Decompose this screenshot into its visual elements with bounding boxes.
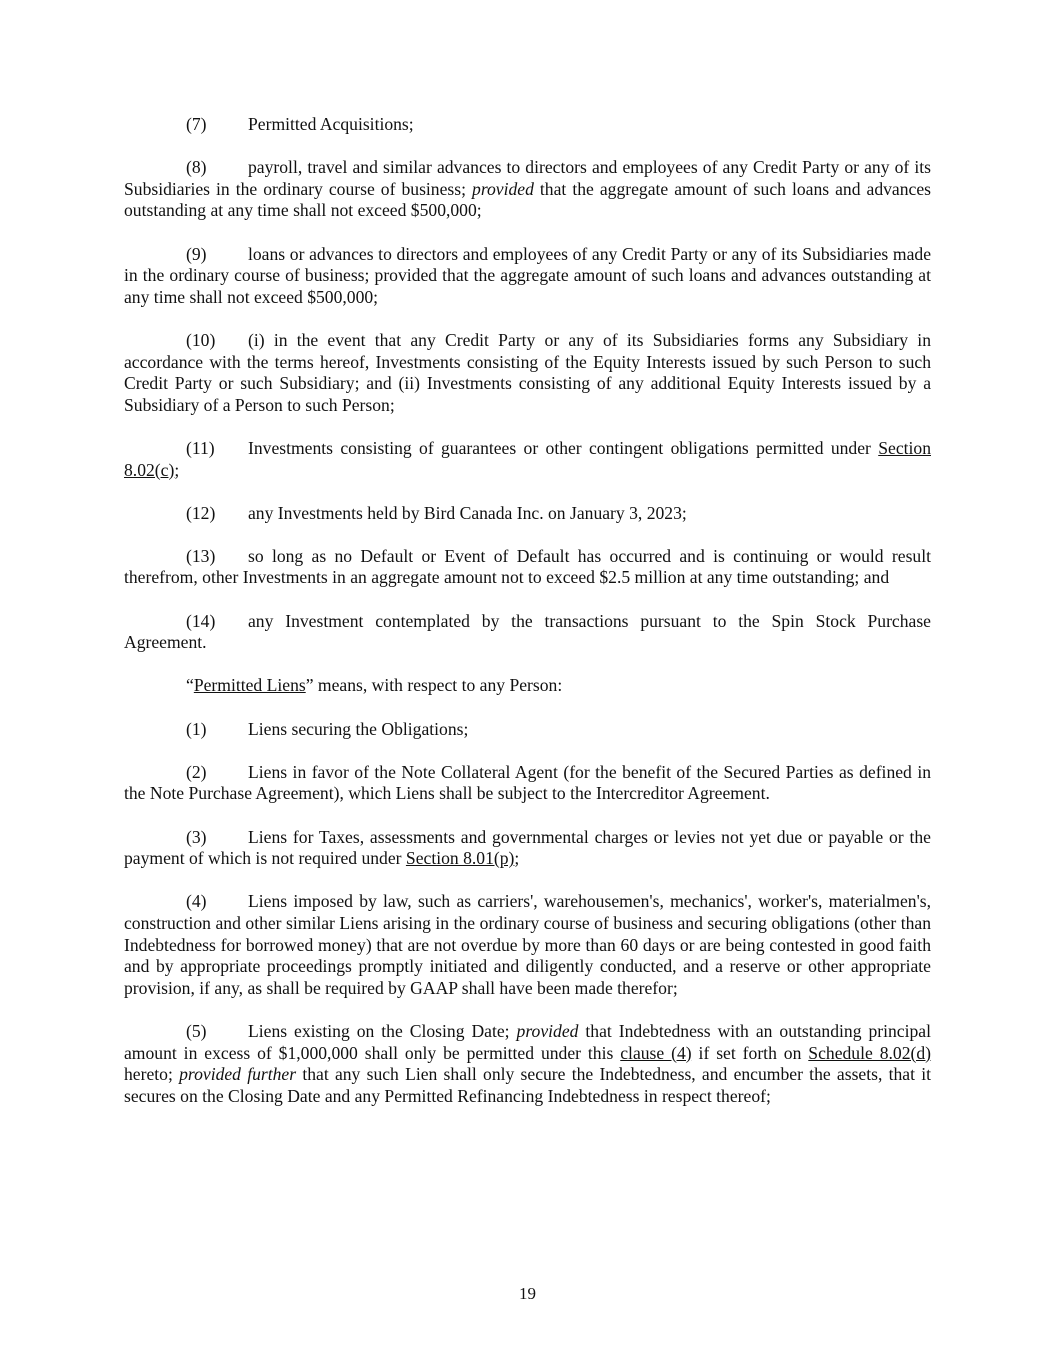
clause-number: (2) xyxy=(186,761,207,782)
clause-number: (13) xyxy=(186,545,216,566)
clause-text: Liens for Taxes, assessments and governmental charges or levies not yet due or payable or the payment of which is not required under xyxy=(124,826,931,869)
clause-text: if set forth on xyxy=(691,1042,809,1063)
clause-9 xyxy=(124,244,931,309)
clause-number: (7) xyxy=(186,114,207,134)
clause-text: that Indebtedness with an outstanding principal amount in excess of $1,000,000 shall only be permitted under this xyxy=(124,1020,931,1063)
clause-number: (10) xyxy=(186,329,216,350)
schedule-reference-link[interactable]: Schedule 8.02(d) xyxy=(808,1042,932,1063)
clause-number: (8) xyxy=(186,157,207,178)
lien-4 xyxy=(124,891,931,999)
clause-text: Liens in favor of the Note Collateral Agent (for the benefit of the Secured Parties as defined in the Note Purchase Agreement), which Liens shall be subject to the Intercreditor Agreement. xyxy=(124,761,931,804)
clause-number: (12) xyxy=(186,502,216,523)
clause-text: hereto; xyxy=(124,1064,180,1085)
clause-10 xyxy=(124,330,931,416)
clause-text: that any such Lien shall only secure the Indebtedness, and encumber the assets, that it secures on the Closing Date and any Permitted Refinancing Indebtedness in respect thereof; xyxy=(124,1064,931,1106)
open-quote: “ xyxy=(186,675,194,696)
clause-text: Investments consisting of guarantees or other contingent obligations permitted under xyxy=(248,437,879,458)
clause-number: (3) xyxy=(186,826,207,847)
clause-number: (11) xyxy=(186,437,215,458)
lien-1 xyxy=(124,719,931,741)
clause-reference-link[interactable]: clause (4) xyxy=(620,1042,692,1063)
clause-text: Liens imposed by law, such as carriers', warehousemen's, mechanics', worker's, materialmen's, construction and other similar Liens arising in the ordinary course of business and securing obligations (other than Indebtedness for borrowed money) that are not overdue by more than 60 days or are being contested in good faith and by appropriate proceedings promptly initiated and diligently conducted, and a reserve or other appropriate provision, if any, as shall be required by GAAP shall have been made therefor; xyxy=(124,891,931,998)
defined-term: Permitted Liens xyxy=(193,675,306,696)
clause-text: Liens existing on the Closing Date; xyxy=(248,1020,517,1041)
clause-text: Liens securing the Obligations; xyxy=(248,718,469,739)
clause-number: (9) xyxy=(186,243,207,264)
clause-number: (4) xyxy=(186,891,207,912)
clause-11 xyxy=(124,438,931,481)
clause-text: (i) in the event that any Credit Party or any of its Subsidiaries forms any Subsidiary in accordance with the terms hereof, Investments consisting of the Equity Interests issued by such Person to such Credit Party or such Subsidiary; and (ii) Investments consisting of any additional Equity Interests issued by a Subsidiary of a Person to such Person; xyxy=(124,329,931,415)
emphasis-text: provided xyxy=(472,178,534,199)
lien-2 xyxy=(124,762,931,805)
lien-5 xyxy=(124,1021,931,1107)
clause-number: (5) xyxy=(186,1020,207,1041)
clause-8 xyxy=(124,157,931,222)
clause-12 xyxy=(124,503,931,525)
clause-number: (1) xyxy=(186,718,207,739)
clause-number: (14) xyxy=(186,610,216,631)
permitted-liens-definition xyxy=(124,675,931,697)
clause-text: ; xyxy=(514,848,520,869)
clause-text: payroll, travel and similar advances to directors and employees of any Credit Party or any of its Subsidiaries in the ordinary course of business; xyxy=(124,157,931,199)
clause-7 xyxy=(124,114,931,136)
lien-3 xyxy=(124,827,931,870)
clause-text: loans or advances to directors and employees of any Credit Party or any of its Subsidiaries made in the ordinary course of business; provided that the aggregate amount of such loans and advances outstanding at any time shall not exceed $500,000; xyxy=(124,243,931,307)
section-reference-link[interactable]: Section 8.01(p) xyxy=(405,848,515,869)
emphasis-text: provided further xyxy=(179,1064,297,1085)
section-reference-link[interactable]: Section 8.02(c) xyxy=(124,437,931,480)
clause-text: Permitted Acquisitions; xyxy=(248,114,414,134)
emphasis-text: provided xyxy=(516,1020,579,1041)
clause-text: any Investments held by Bird Canada Inc. on January 3, 2023; xyxy=(248,502,687,523)
clause-text: any Investment contemplated by the transactions pursuant to the Spin Stock Purchase Agreement. xyxy=(124,610,931,653)
page-number: 19 xyxy=(519,1284,536,1303)
clause-13 xyxy=(124,546,931,589)
definition-text: ” means, with respect to any Person: xyxy=(305,675,563,696)
clause-14 xyxy=(124,611,931,654)
document-body xyxy=(124,114,931,1129)
clause-text: ; xyxy=(174,459,180,480)
clause-text: so long as no Default or Event of Default has occurred and is continuing or would result therefrom, other Investments in an aggregate amount not to exceed $2.5 million at any time outstanding; and xyxy=(124,545,931,588)
clause-text: that the aggregate amount of such loans and advances outstanding at any time shall not exceed $500,000; xyxy=(124,178,932,221)
